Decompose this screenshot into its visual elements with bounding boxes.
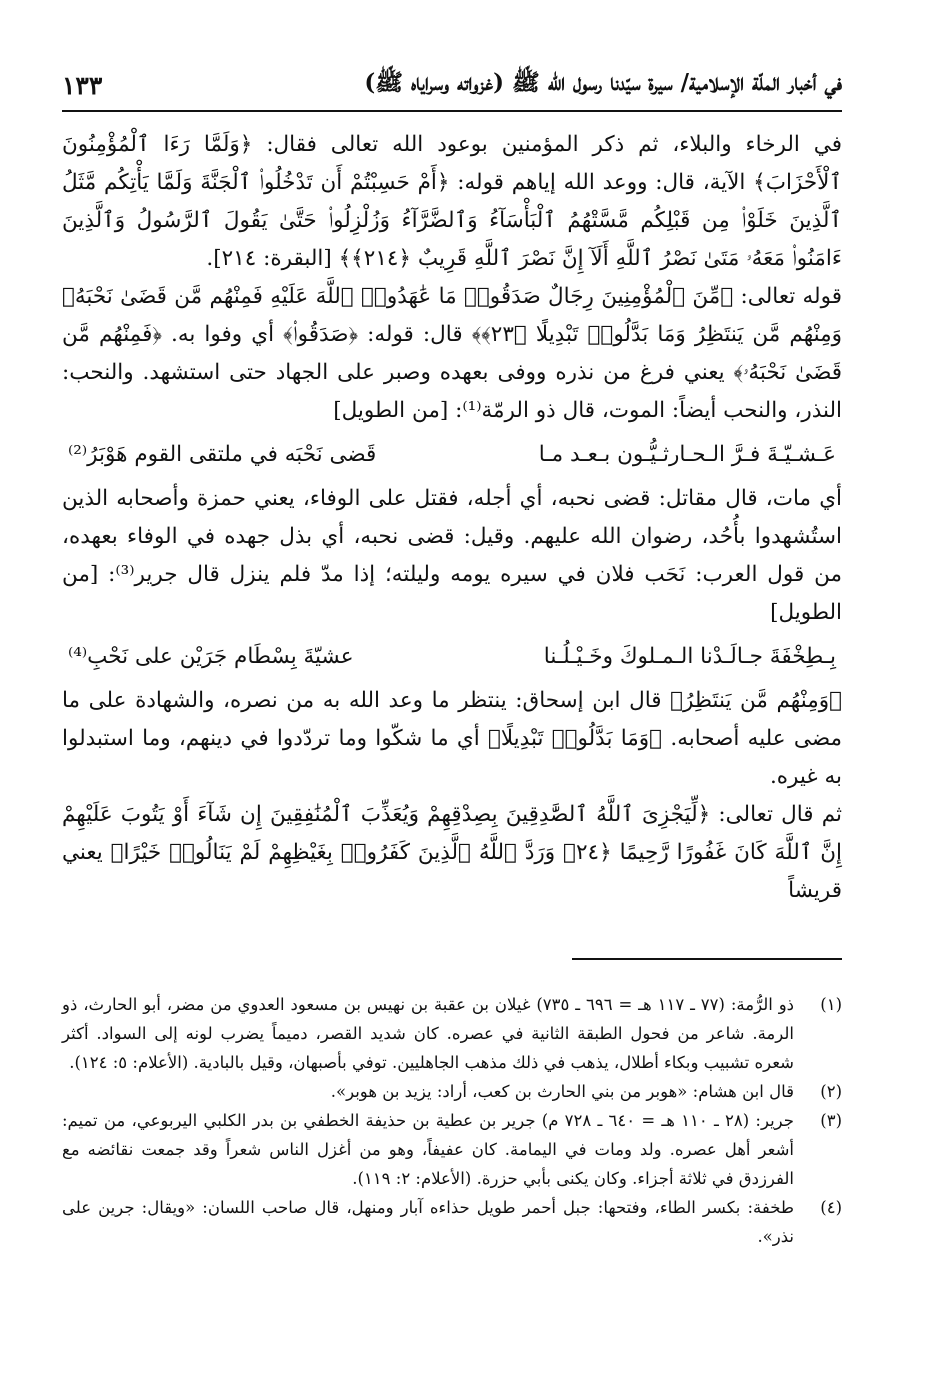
- paragraph-4: ﴿وَمِنْهُم مَّن يَنتَظِرُ﴾ قال ابن إسحاق: ينتظر ما وعد الله به من نصره، والشهادة على ما مضى عليه أصحابه. ﴿وَمَا بَدَّلُوا۟ تَبْدِيلًا﴾ أي ما شكّوا وما تردّدوا في دينهم، وما استبدلوا به غيره.: [62, 688, 842, 789]
- poem-hemistich-right: عَـشـيّـةَ فـرَّ الـحـارثـيُّـون بـعـد مـا: [538, 442, 836, 467]
- footnote-separator: [572, 958, 842, 960]
- footnote: [62, 1077, 842, 1106]
- footnote: [62, 990, 842, 1077]
- poem-hemistich-left: عشيّةَ بِسْطَام جَرَيْن على نَحْبِ⁽⁴⁾: [68, 644, 354, 669]
- footnote: [62, 1106, 842, 1193]
- page-number: ١٣٣: [62, 70, 103, 100]
- running-header: [62, 60, 842, 112]
- footnote-text: جرير: (٢٨ ـ ١١٠ هـ = ٦٤٠ ـ ٧٢٨ م) جرير بن عطية بن حذيفة الخطفي بن بدر الكلبي اليربوعي، من تميم: أشعر أهل عصره. ولد ومات في اليمامة. كان عفيفاً، وهو من أغزل الناس شعراً وقد جمعت نقائضه مع الفرزدق في ثلاثة أجزاء. وكان يكنى بأبي حزرة. (الأعلام: ٢: ١١٩).: [62, 1111, 794, 1188]
- footnote-number: (١): [820, 995, 842, 1014]
- footnote-text: طخفة: بكسر الطاء، وفتحها: جبل أحمر طويل حذاءه آبار ومنهل، قال صاحب اللسان: «ويقال: جرين على نذر».: [62, 1198, 794, 1246]
- poem-verse-1: [62, 436, 842, 474]
- footnote: [62, 1193, 842, 1251]
- header-title: في أخبار الملّة الإسلامية/ سيرة سيّدنا رسول الله ﷺ (غزواته وسراياه ﷺ): [364, 69, 842, 96]
- footnote-number: (٤): [820, 1198, 842, 1217]
- paragraph-3: أي مات، قال مقاتل: قضى نحبه، أي أجله، فقتل على الوفاء، يعني حمزة وأصحابه الذين استُشهدوا بأُحُد، رضوان الله عليهم. وقيل: قضى نحبه، أي بذل جهده في الوفاء بعهده، من قول العرب: نَحَب فلان في سيره يومه وليلته؛ إذا مدّ فلم ينزل قال جرير⁽³⁾: [من الطويل]: [62, 486, 842, 625]
- main-text: [62, 126, 842, 910]
- footnotes: [62, 990, 842, 1251]
- book-page: [62, 60, 842, 1350]
- footnote-text: قال ابن هشام: «هوبر من بني الحارث بن كعب، أراد: يزيد بن هوبر».: [330, 1082, 794, 1101]
- paragraph-2: قوله تعالى: ﴿مِّنَ ٱلْمُؤْمِنِينَ رِجَالٌ صَدَقُوا۟ مَا عَٰهَدُوا۟ ٱللَّهَ عَلَيْهِ فَمِنْهُم مَّن قَضَىٰ نَحْبَهُۥ وَمِنْهُم مَّن يَنتَظِرُ وَمَا بَدَّلُوا۟ تَبْدِيلًا ﴿٢٣﴾﴾ قال: قوله: ﴿صَدَقُوا۟﴾ أي وفوا به. ﴿فَمِنْهُم مَّن قَضَىٰ نَحْبَهُۥ﴾ يعني فرغ من نذره ووفى بعهده وصبر على الجهاد حتى استشهد. والنحب: النذر، والنحب أيضاً: الموت، قال ذو الرمّة⁽¹⁾: [من الطويل]: [62, 284, 843, 423]
- paragraph-1: في الرخاء والبلاء، ثم ذكر المؤمنين بوعود الله تعالى فقال: ﴿وَلَمَّا رَءَا ٱلْمُؤْمِنُونَ ٱلْأَحْزَابَ﴾ الآية، قال: ووعد الله إياهم قوله: ﴿أَمْ حَسِبْتُمْ أَن تَدْخُلُوا۟ ٱلْجَنَّةَ وَلَمَّا يَأْتِكُم مَّثَلُ ٱلَّذِينَ خَلَوْا۟ مِن قَبْلِكُم مَّسَّتْهُمُ ٱلْبَأْسَآءُ وَٱلضَّرَّآءُ وَزُلْزِلُوا۟ حَتَّىٰ يَقُولَ ٱلرَّسُولُ وَٱلَّذِينَ ءَامَنُوا۟ مَعَهُۥ مَتَىٰ نَصْرُ ٱللَّهِ أَلَآ إِنَّ نَصْرَ ٱللَّهِ قَرِيبٌ ﴿٢١٤﴾﴾ [البقرة: ٢١٤].: [62, 132, 842, 271]
- poem-verse-2: [62, 638, 842, 676]
- paragraph-5: ثم قال تعالى: ﴿لِّيَجْزِىَ ٱللَّهُ ٱلصَّٰدِقِينَ بِصِدْقِهِمْ وَيُعَذِّبَ ٱلْمُنَٰفِقِينَ إِن شَآءَ أَوْ يَتُوبَ عَلَيْهِمْ إِنَّ ٱللَّهَ كَانَ غَفُورًا رَّحِيمًا ﴿٢٤﴾ وَرَدَّ ٱللَّهُ ٱلَّذِينَ كَفَرُوا۟ بِغَيْظِهِمْ لَمْ يَنَالُوا۟ خَيْرًا﴾ يعني قريشاً: [62, 802, 843, 903]
- footnote-number: (٢): [820, 1082, 842, 1101]
- footnote-number: (٣): [820, 1111, 842, 1130]
- footnote-text: ذو الرُّمة: (٧٧ ـ ١١٧ هـ = ٦٩٦ ـ ٧٣٥) غيلان بن عقبة بن نهيس بن مسعود العدوي من مضر، أبو الحارث، ذو الرمة. شاعر من فحول الطبقة الثانية في عصره. كان شديد القصر، دميماً يضرب لونه إلى السواد. أكثر شعره تشبيب وبكاء أطلال، يذهب في ذلك مذهب الجاهليين. توفي بأصبهان، وقيل بالبادية. (الأعلام: ٥: ١٢٤).: [62, 995, 795, 1072]
- poem-hemistich-right: بِـطِخْفَةَ جـالَـدْنا الـمـلوكَ وخَـيْـلُـنا: [543, 644, 836, 669]
- poem-hemistich-left: قَضى نَحْبَه في ملتقى القوم هَوْبَرُ⁽²⁾: [68, 442, 377, 467]
